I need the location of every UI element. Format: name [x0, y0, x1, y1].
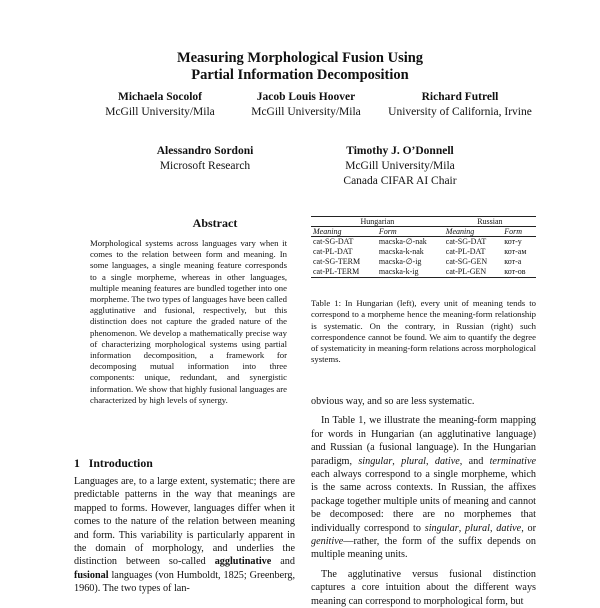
- author-affiliation: University of California, Irvine: [388, 106, 532, 118]
- table-cell: кот-а: [504, 257, 522, 266]
- term: genitive: [311, 536, 344, 548]
- text-run: Languages are, to a large extent, systematic; there are predictable patterns in the way that meanings are mapped to forms. However, languages differ when it comes to the nature of the relation between meaning and form. This variability is particularly apparent in the domain of morphology, and underlies the distinction between so-called: [74, 476, 295, 568]
- table-caption: Table 1: In Hungarian (left), every unit of meaning tends to correspond to a morpheme hence the meaning-form relationship is systematic. On the contrary, in Russian (right) such correspondence cannot be found. We aim to quantify the degree of systematicity in meaning-form relations across morphological systems.: [311, 298, 536, 365]
- col-header: Meaning: [311, 227, 377, 237]
- text-run: In Table 1, we illustrate the meaning-form mapping for words in Hungarian (an agglutinative language) and Russian (a fusional language). In the Hungarian paradigm,: [311, 415, 536, 467]
- section-title: Introduction: [88, 456, 153, 470]
- table-row: [311, 237, 536, 248]
- table-cell: кот-ов: [504, 267, 526, 276]
- group-header-russian: Russian: [477, 217, 503, 226]
- text-run: —rather, the form of the suffix depends on multiple meaning units.: [311, 536, 536, 561]
- text-run: languages (von Humboldt, 1825; Greenberg, 1960). The two types of lan-: [74, 569, 295, 595]
- col-header: Form: [377, 227, 444, 237]
- table-row: [311, 257, 536, 267]
- author-block: [320, 144, 480, 189]
- table-cell: macska-∅-nak: [378, 237, 427, 246]
- term: terminative: [489, 455, 536, 467]
- title-line-2: Partial Information Decomposition: [191, 67, 409, 83]
- term: plural: [401, 455, 427, 467]
- text-run: ,: [392, 455, 402, 467]
- text-run: ,: [458, 522, 466, 534]
- author-block: [90, 90, 230, 120]
- table-cell: cat-PL-GEN: [445, 267, 487, 276]
- author-name: Richard Futrell: [421, 91, 499, 103]
- paragraph: The agglutinative versus fusional distinction captures a core intuition about the different ways meaning can correspond to morphological form, but: [311, 568, 536, 607]
- author-affiliation: McGill University/Mila: [345, 160, 455, 172]
- term: singular: [424, 522, 459, 534]
- text-run: , or: [521, 522, 537, 534]
- text-run: , and: [459, 455, 490, 467]
- title-line-1: Measuring Morphological Fusion Using: [176, 50, 424, 66]
- table-row: [311, 267, 536, 278]
- author-affiliation: McGill University/Mila: [251, 106, 361, 118]
- author-affiliation: McGill University/Mila: [105, 106, 215, 118]
- group-header-hungarian: Hungarian: [360, 217, 395, 226]
- col-header: Form: [502, 227, 536, 237]
- introduction-paragraph: [74, 475, 295, 596]
- text-run: and: [271, 556, 295, 568]
- table-cell: кот-ам: [504, 247, 527, 256]
- text-run: each always correspond to a single morpheme, which is the same across contexts. In Russian, the affixes package together multiple units of meaning and cannot be decomposed: there are no morphemes that individually correspond to: [311, 469, 536, 534]
- table-cell: кот-у: [504, 237, 522, 246]
- table-cell: cat-PL-DAT: [445, 247, 486, 256]
- term: dative: [496, 522, 522, 534]
- section-number: 1: [74, 456, 80, 470]
- table-cell: cat-SG-DAT: [445, 237, 487, 246]
- author-affiliation-2: Canada CIFAR AI Chair: [343, 175, 457, 187]
- paper-title: [0, 50, 600, 84]
- paragraph: [311, 414, 536, 561]
- author-block: [130, 144, 280, 174]
- text-run: ,: [489, 522, 497, 534]
- author-name: Timothy J. O’Donnell: [346, 145, 454, 157]
- abstract-heading: Abstract: [192, 216, 238, 230]
- table-cell: cat-PL-TERM: [313, 267, 360, 276]
- term: dative: [434, 455, 460, 467]
- col-header: Meaning: [444, 227, 502, 237]
- author-name: Alessandro Sordoni: [156, 145, 254, 157]
- abstract-text: Morphological systems across languages vary when it comes to the relation between form and meaning. In some languages, a single meaning feature corresponds to a single morpheme, whereas in other languages, multiple meaning features are bundled together into one morpheme. The two types of languages have been called agglutinative and fusional, respectively, but this distinction does not capture the graded nature of the phenomenon. We develop a mathematically precise way of characterizing morphological systems using partial information decomposition, a framework for decomposing mutual information into three components: unique, redundant, and synergistic information. We show that highly fusional languages are characterized by high levels of synergy.: [90, 238, 287, 405]
- section-heading: [74, 456, 153, 471]
- table-cell: cat-PL-DAT: [313, 247, 353, 256]
- table-cell: macska-k-nak: [378, 247, 424, 256]
- author-affiliation: Microsoft Research: [159, 160, 251, 172]
- table-row: [311, 247, 536, 257]
- table-cell: cat-SG-GEN: [445, 257, 488, 266]
- table-cell: cat-SG-DAT: [313, 237, 354, 246]
- text-run: ,: [426, 455, 435, 467]
- term: singular: [358, 455, 393, 467]
- author-name: Michaela Socolof: [118, 91, 202, 103]
- author-block: [370, 90, 550, 120]
- table-cell: macska-k-ig: [378, 267, 419, 276]
- author-name: Jacob Louis Hoover: [256, 91, 356, 103]
- table-1: [311, 216, 536, 278]
- author-block: [236, 90, 376, 120]
- term-agglutinative: agglutinative: [214, 556, 272, 568]
- table-cell: macska-∅-ig: [378, 257, 422, 266]
- term-fusional: fusional: [74, 569, 109, 581]
- table-cell: cat-SG-TERM: [313, 257, 361, 266]
- term: plural: [465, 522, 490, 534]
- paragraph: obvious way, and so are less systematic.: [311, 396, 475, 407]
- right-column-text: [311, 395, 536, 608]
